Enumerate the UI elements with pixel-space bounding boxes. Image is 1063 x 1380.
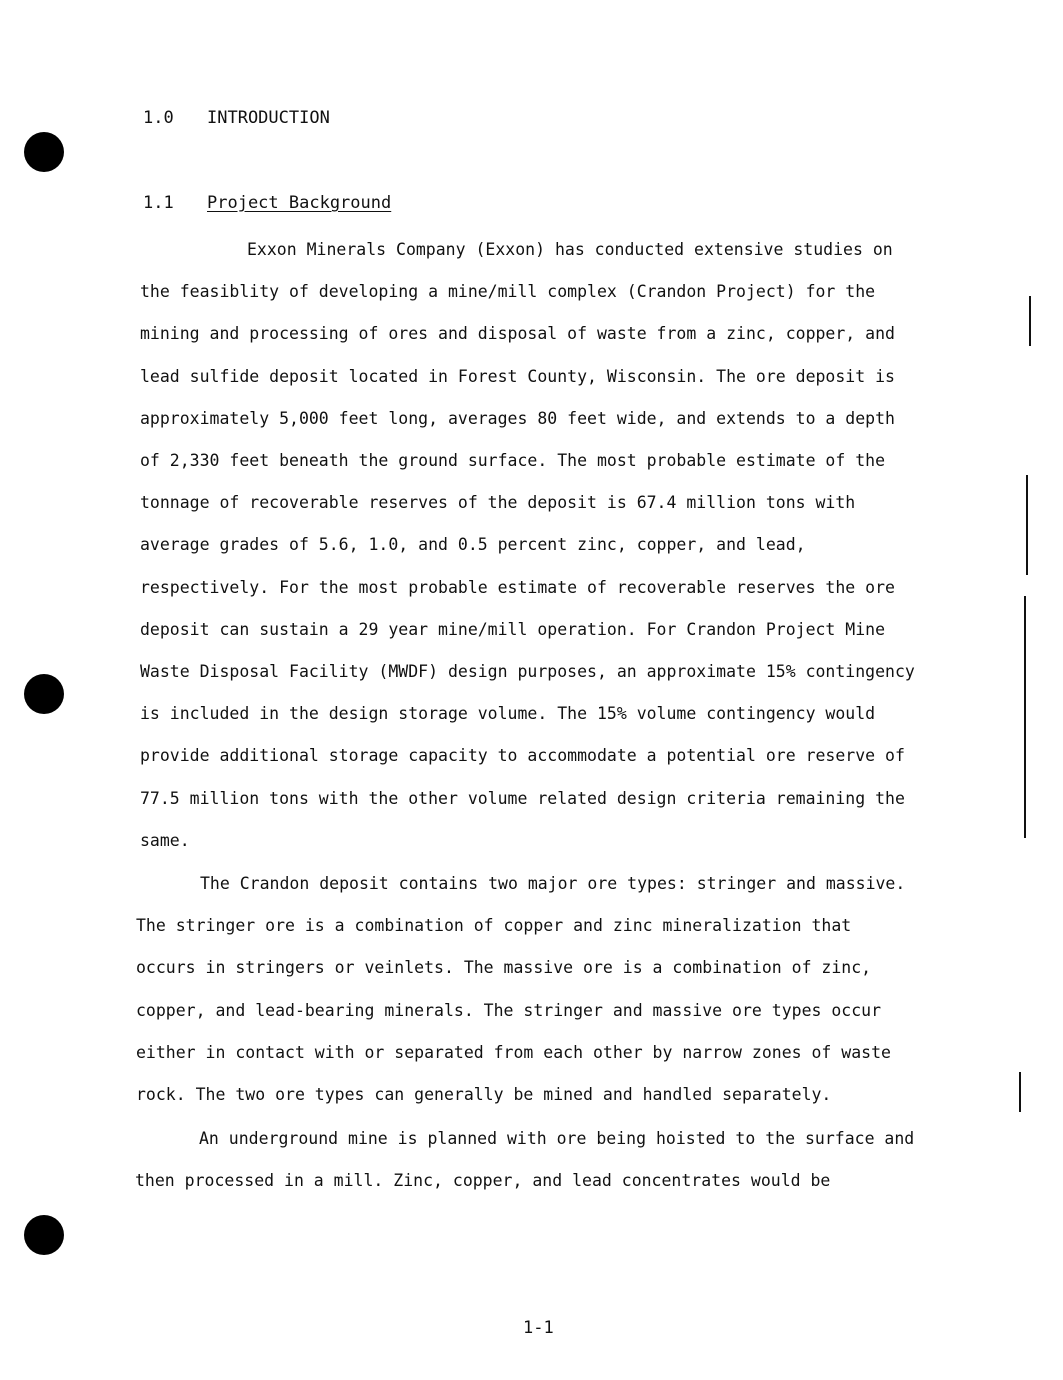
subsection-number: 1.1 (143, 193, 174, 213)
text-line: approximately 5,000 feet long, averages 80 feet wide, and extends to a depth (140, 408, 895, 428)
text-line: The Crandon deposit contains two major ore types: stringer and massive. (200, 874, 906, 893)
text-line: The stringer ore is a combination of copper and zinc mineralization that (136, 916, 852, 936)
subsection-title: Project Background (207, 193, 392, 213)
text-line: provide additional storage capacity to accommodate a potential ore reserve of (140, 746, 905, 766)
text-line: rock. The two ore types can generally be mined and handled separately. (136, 1085, 832, 1105)
text-line: same. (140, 830, 190, 850)
text-line: respectively. For the most probable estimate of recoverable reserves the ore (140, 577, 895, 597)
change-bar (1019, 1072, 1021, 1112)
text-line: of 2,330 feet beneath the ground surface. The most probable estimate of the (140, 451, 886, 471)
page-number: 1-1 (523, 1318, 554, 1338)
text-line: Waste Disposal Facility (MWDF) design purposes, an approximate 15% contingency (140, 662, 915, 682)
text-line: is included in the design storage volume. The 15% volume contingency would (140, 704, 876, 724)
change-bar (1024, 596, 1026, 838)
text-line: copper, and lead-bearing minerals. The stringer and massive ore types occur (136, 1000, 882, 1020)
paragraph-3 (135, 1118, 914, 1202)
change-bar (1029, 296, 1031, 346)
section-heading (143, 108, 330, 128)
section-title: INTRODUCTION (207, 108, 330, 128)
text-line: tonnage of recoverable reserves of the deposit is 67.4 million tons with (140, 493, 856, 513)
section-number: 1.0 (143, 108, 174, 128)
punch-hole-bottom (24, 1215, 64, 1255)
punch-hole-middle (24, 674, 64, 714)
paragraph-2 (136, 863, 905, 1116)
text-line: An underground mine is planned with ore being hoisted to the surface and (199, 1129, 915, 1148)
change-bar (1026, 475, 1028, 575)
text-line: mining and processing of ores and disposal of waste from a zinc, copper, and (140, 324, 895, 344)
text-line: the feasiblity of developing a mine/mill complex (Crandon Project) for the (140, 282, 876, 302)
text-line: average grades of 5.6, 1.0, and 0.5 percent zinc, copper, and lead, (140, 535, 806, 555)
text-line: lead sulfide deposit located in Forest County, Wisconsin. The ore deposit is (140, 366, 895, 386)
text-line: either in contact with or separated from each other by narrow zones of waste (136, 1042, 891, 1062)
text-line: Exxon Minerals Company (Exxon) has conducted extensive studies on (247, 240, 893, 259)
paragraph-1 (140, 229, 915, 862)
text-line: then processed in a mill. Zinc, copper, and lead concentrates would be (135, 1171, 831, 1191)
text-line: deposit can sustain a 29 year mine/mill operation. For Crandon Project Mine (140, 619, 886, 639)
text-line: 77.5 million tons with the other volume related design criteria remaining the (140, 788, 905, 808)
punch-hole-top (24, 132, 64, 172)
text-line: occurs in stringers or veinlets. The massive ore is a combination of zinc, (136, 958, 872, 978)
subsection-heading (143, 193, 391, 213)
